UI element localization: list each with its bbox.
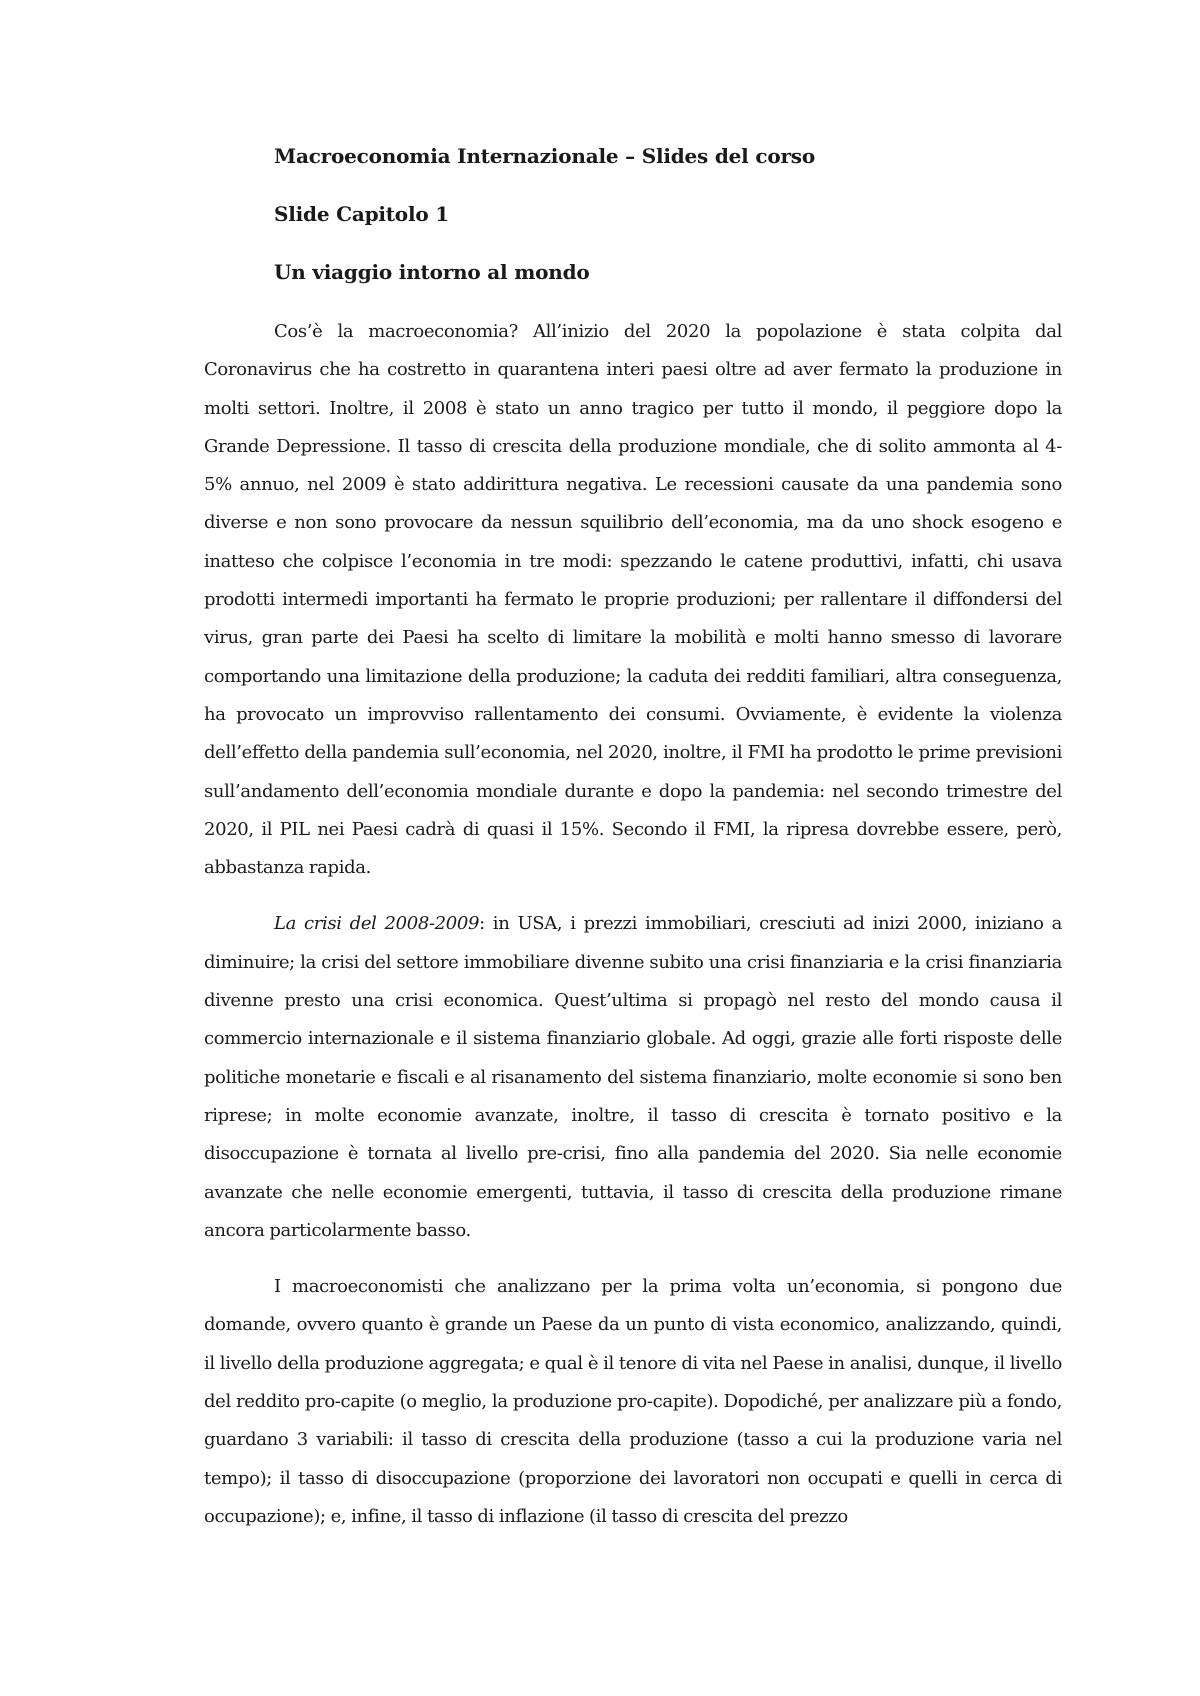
paragraph-1: Cos’è la macroeconomia? All’inizio del 2020 la popolazione è stata colpita dal Coronavirus che ha costretto in quarantena interi paesi oltre ad aver fermato la produzione in molti settori. Inoltre, il 2008 è stato un anno tragico per tutto il mondo, il peggiore dopo la Grande Depressione. Il tasso di crescita della produzione mondiale, che di solito ammonta al 4-5% annuo, nel 2009 è stato addirittura negativa. Le recessioni causate da una pandemia sono diverse e non sono provocare da nessun squilibrio dell’economia, ma da uno shock esogeno e inatteso che colpisce l’economia in tre modi: spezzando le catene produttivi, infatti, chi usava prodotti intermedi importanti ha fermato le proprie produzioni; per rallentare il diffondersi del virus, gran parte dei Paesi ha scelto di limitare la mobilità e molti hanno smesso di lavorare comportando una limitazione della produzione; la caduta dei redditi familiari, altra conseguenza, ha provocato un improvviso rallentamento dei consumi. Ovviamente, è evidente la violenza dell’effetto della pandemia sull’economia, nel 2020, inoltre, il FMI ha prodotto le prime previsioni sull’andamento dell’economia mondiale durante e dopo la pandemia: nel secondo trimestre del 2020, il PIL nei Paesi cadrà di quasi il 15%. Secondo il FMI, la ripresa dovrebbe essere, però, abbastanza rapida. xyxy=(204,321,1062,879)
chapter-heading: Slide Capitolo 1 xyxy=(274,202,449,226)
paragraph-2-italic-lead: La crisi del 2008-2009 xyxy=(274,913,480,935)
paragraph-2-text: : in USA, i prezzi immobiliari, cresciuti ad inizi 2000, iniziano a diminuire; la crisi del settore immobiliare divenne subito una crisi finanziaria e la crisi finanziaria divenne presto una crisi economica. Quest’ultima si propagò nel resto del mondo causa il commercio internazionale e il sistema finanziario globale. Ad oggi, grazie alle forti risposte delle politiche monetarie e fiscali e al risanamento del sistema finanziario, molte economie si sono ben riprese; in molte economie avanzate, inoltre, il tasso di crescita è tornato positivo e la disoccupazione è tornata al livello pre-crisi, fino alla pandemia del 2020. Sia nelle economie avanzate che nelle economie emergenti, tuttavia, il tasso di crescita della produzione rimane ancora particolarmente basso. xyxy=(204,913,1063,1241)
document-title: Macroeconomia Internazionale – Slides del corso xyxy=(274,144,815,168)
paragraph-2 xyxy=(204,905,1062,1250)
document-body xyxy=(204,142,1062,1554)
paragraph-3: I macroeconomisti che analizzano per la prima volta un’economia, si pongono due domande, ovvero quanto è grande un Paese da un punto di vista economico, analizzando, quindi, il livello della produzione aggregata; e qual è il tenore di vita nel Paese in analisi, dunque, il livello del reddito pro-capite (o meglio, la produzione pro-capite). Dopodiché, per analizzare più a fondo, guardano 3 variabili: il tasso di crescita della produzione (tasso a cui la produzione varia nel tempo); il tasso di disoccupazione (proporzione dei lavoratori non occupati e quelli in cerca di occupazione); e, infine, il tasso di inflazione (il tasso di crescita del prezzo xyxy=(204,1276,1062,1527)
section-heading: Un viaggio intorno al mondo xyxy=(274,260,590,284)
